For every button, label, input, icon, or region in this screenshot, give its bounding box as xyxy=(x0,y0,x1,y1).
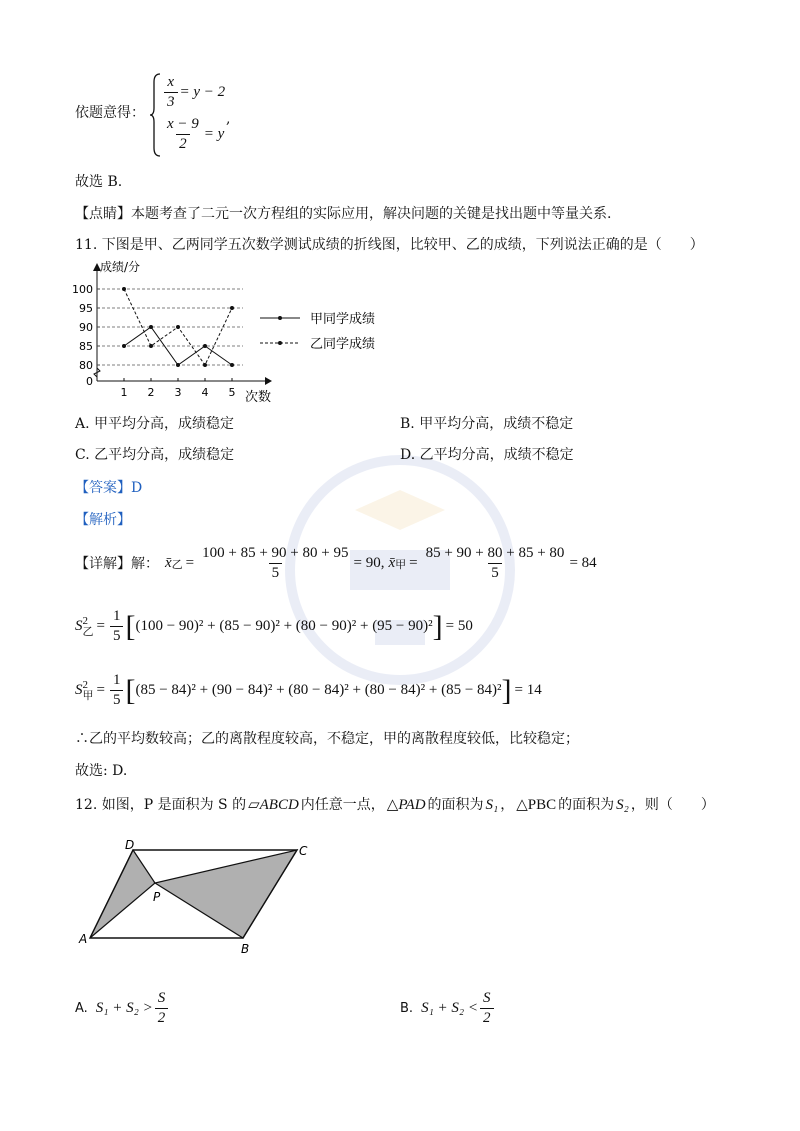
q11-option-c: C. 乙平均分高，成绩稳定 xyxy=(75,447,235,463)
x-axis-label: 次数 xyxy=(245,390,272,405)
triangle-pbc-shaded xyxy=(155,850,297,938)
legend-label-1: 甲同学成绩 xyxy=(310,312,376,327)
q12-opt-a-lhs: S₁ + S₂ > xyxy=(95,1000,153,1016)
system-comma: , xyxy=(226,111,231,127)
mean-jia-numerator: 85 + 90 + 80 + 85 + 80 xyxy=(425,545,565,561)
legend-marker-1 xyxy=(278,316,282,320)
var-jia-symbol: S xyxy=(75,682,83,698)
q12-stem-f: ，则（ ） xyxy=(630,797,715,813)
data-point-s1-5 xyxy=(230,363,234,367)
comment-note: 【点睛】本题考查了二元一次方程组的实际应用，解决问题的关键是找出题中等量关系. xyxy=(75,206,612,222)
chart-svg xyxy=(72,255,415,407)
var-yi-coef-den: 5 xyxy=(110,626,124,645)
y-tick-label: 0 xyxy=(86,375,93,388)
q12-opt-b-label: B. xyxy=(400,1000,414,1016)
q12-opt-a-num: S xyxy=(157,990,166,1006)
q11-answer: 【答案】D xyxy=(75,480,143,496)
eq1-rhs: = y − 2 xyxy=(179,84,226,100)
x-tick-label: 1 xyxy=(120,386,128,399)
q12-stem-d: ， xyxy=(500,797,515,813)
q11-option-a: A. 甲平均分高，成绩稳定 xyxy=(75,416,235,432)
q12-stem xyxy=(75,796,715,814)
parallelogram-figure xyxy=(75,835,325,960)
eq1-numerator: x xyxy=(167,74,175,90)
y-axis-label: 成绩/分 xyxy=(100,260,141,274)
label-a: A xyxy=(79,932,88,946)
var-yi-body: (100 − 90)² + (85 − 90)² + (80 − 90)² + (95 − 90)² xyxy=(135,618,433,634)
q11-line-chart xyxy=(72,255,415,407)
data-point-s1-1 xyxy=(122,344,126,348)
y-tick-label: 80 xyxy=(79,359,93,372)
mean-jia-subscript: 甲 xyxy=(395,558,407,571)
mean-yi-numerator: 100 + 85 + 90 + 80 + 95 xyxy=(202,545,349,561)
eq2-numerator: x − 9 xyxy=(167,116,199,132)
q11-means-line: 【详解】解： x̄ 乙 = $\frac{100 + 85 + 90 + 80 + 95}{5}$ = 90, x̄ 甲 = $\frac{85 + 90 + 80 + 85 + 80}{5}$ = 84 xyxy=(75,545,597,581)
data-point-s1-4 xyxy=(203,344,207,348)
y-tick-label: 90 xyxy=(79,321,93,334)
mean-jia-symbol: x̄ xyxy=(388,555,396,571)
data-point-s2-2 xyxy=(149,344,153,348)
mean-yi-denominator: 5 xyxy=(269,563,283,582)
data-point-s2-4 xyxy=(203,363,207,367)
mean-yi-result: = 90, xyxy=(353,555,385,571)
var-jia-coef-den: 5 xyxy=(110,690,124,709)
mean-yi-subscript: 乙 xyxy=(171,558,183,571)
label-p: P xyxy=(153,890,161,904)
eq1-denominator: 3 xyxy=(164,92,178,111)
mean-jia-result: = 84 xyxy=(569,555,597,571)
data-point-s1-3 xyxy=(176,363,180,367)
var-yi-symbol: S xyxy=(75,618,83,634)
x-axis-arrow-icon xyxy=(265,377,272,385)
q12-triangle-pbc: △PBC xyxy=(516,797,557,813)
var-jia-body: (85 − 84)² + (90 − 84)² + (80 − 84)² + (80 − 84)² + (85 − 84)² xyxy=(135,682,502,698)
eq2-rhs: = y xyxy=(203,126,225,142)
q11-analysis: 【解析】 xyxy=(75,512,131,528)
eq2-denominator: 2 xyxy=(176,134,190,153)
q11-choose: 故选: D. xyxy=(75,763,128,779)
data-point-s2-5 xyxy=(230,306,234,310)
q11-stem: 11. 下图是甲、乙两同学五次数学测试成绩的折线图，比较甲、乙的成绩，下列说法正确的是（ ） xyxy=(75,237,704,253)
q12-option-a xyxy=(75,990,170,1027)
q12-stem-b: 内任意一点， xyxy=(300,797,385,813)
q11-conclusion: ∴乙的平均数较高；乙的离散程度较高，不稳定，甲的离散程度较低，比较稳定； xyxy=(75,731,579,747)
q12-s2: S₂ xyxy=(616,797,629,813)
y-tick-label: 85 xyxy=(79,340,93,353)
q12-stem-e: 的面积为 xyxy=(558,797,615,813)
q12-stem-a: 12. 如图，P 是面积为 S 的 xyxy=(75,797,247,813)
var-yi-subscript: 乙 xyxy=(82,625,94,638)
y-tick-label: 100 xyxy=(72,283,93,296)
q12-opt-b-num: S xyxy=(483,990,491,1006)
q11-variance-yi: S 2 乙 = $\frac{1}{5}$ [ (100 − 90)² + (85 − 90)² + (80 − 90)² + (95 − 90)² ] = 50 xyxy=(75,608,473,644)
system-label: 依题意得： xyxy=(75,105,145,121)
var-yi-coef-num: 1 xyxy=(112,608,121,624)
q12-parallelogram: ▱ABCD xyxy=(248,797,299,813)
var-jia-subscript: 甲 xyxy=(82,689,94,702)
var-jia-result: = 14 xyxy=(514,682,542,698)
x-tick-label: 3 xyxy=(174,386,182,399)
var-yi-result: = 50 xyxy=(445,618,473,634)
q12-stem-c: 的面积为 xyxy=(427,797,484,813)
var-jia-coef-num: 1 xyxy=(112,672,121,688)
left-brace-icon xyxy=(150,72,162,158)
equation-2 xyxy=(162,116,224,153)
triangle-pad-shaded xyxy=(90,850,155,938)
q11-option-b: B. 甲平均分高，成绩不稳定 xyxy=(400,416,574,432)
x-tick-label: 5 xyxy=(228,386,236,399)
x-tick-label: 2 xyxy=(147,386,155,399)
q12-option-b xyxy=(400,990,496,1027)
q12-figure xyxy=(75,835,325,960)
label-d: D xyxy=(125,838,135,852)
data-point-s2-3 xyxy=(176,325,180,329)
choose-b: 故选 B. xyxy=(75,174,123,190)
data-point-s1-2 xyxy=(149,325,153,329)
q11-variance-jia: S 2 甲 = $\frac{1}{5}$ [ (85 − 84)² + (90 − 84)² + (80 − 84)² + (80 − 84)² + (85 − 84)² ] = 14 xyxy=(75,672,542,708)
q12-triangle-pad: △PAD xyxy=(386,797,426,813)
q12-opt-b-lhs: S₁ + S₂ < xyxy=(421,1000,478,1016)
q12-s1: S₁ xyxy=(485,797,499,813)
detail-label: 【详解】解： xyxy=(75,555,159,572)
y-tick-label: 95 xyxy=(79,302,93,315)
legend-marker-2 xyxy=(278,341,282,345)
label-b: B xyxy=(241,942,250,956)
q11-option-d: D. 乙平均分高，成绩不稳定 xyxy=(400,447,574,463)
equation-1 xyxy=(162,74,225,111)
legend-label-2: 乙同学成绩 xyxy=(310,337,376,352)
q12-opt-b-den: 2 xyxy=(480,1008,494,1027)
q12-opt-a-den: 2 xyxy=(155,1008,169,1027)
label-c: C xyxy=(299,844,308,858)
mean-yi-symbol: x̄ xyxy=(165,555,172,571)
q12-opt-a-label: A. xyxy=(75,1000,88,1016)
mean-jia-denominator: 5 xyxy=(488,563,502,582)
data-point-s2-1 xyxy=(122,287,126,291)
x-tick-label: 4 xyxy=(201,386,209,399)
